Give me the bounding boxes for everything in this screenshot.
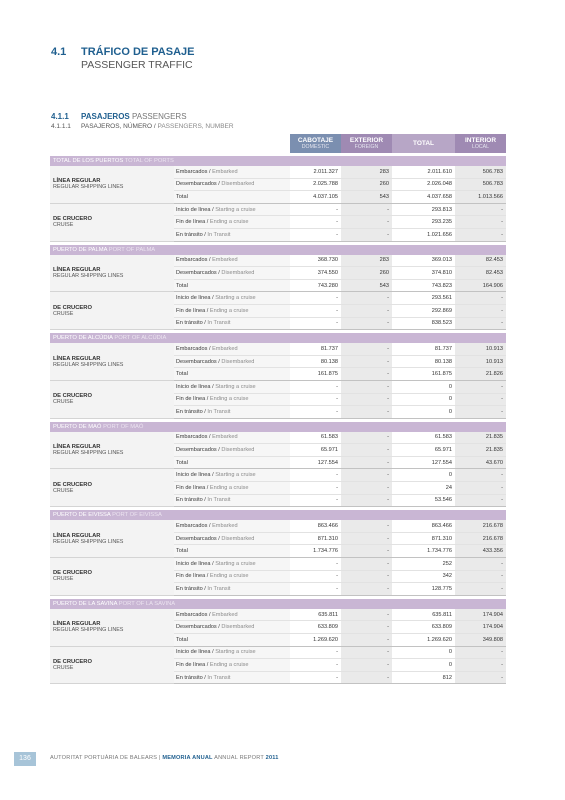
row-label: Desembarcados / Disembarked — [174, 267, 290, 280]
table-cell: 293.235 — [392, 216, 455, 229]
row-label: Desembarcados / Disembarked — [174, 355, 290, 368]
table-cell: 342 — [392, 570, 455, 583]
table-cell: - — [341, 368, 392, 381]
port-header-row — [50, 510, 506, 520]
table-cell: - — [290, 494, 341, 507]
table-cell: 24 — [392, 482, 455, 495]
table-cell: - — [341, 520, 392, 532]
table-cell: 1.021.656 — [392, 228, 455, 241]
row-label: Total — [174, 368, 290, 381]
table-cell: 349.808 — [455, 634, 506, 647]
table-cell: - — [341, 343, 392, 355]
row-label: En tránsito / In Transit — [174, 228, 290, 241]
table-cell: 635.811 — [290, 609, 341, 621]
table-cell: 543 — [341, 191, 392, 204]
category-regular: LÍNEA REGULAR REGULAR SHIPPING LINES — [50, 166, 174, 203]
footer-report-en: ANNUAL REPORT — [214, 755, 264, 761]
table-cell: 871.310 — [392, 532, 455, 545]
table-cell: 127.554 — [290, 456, 341, 469]
table-cell: 293.561 — [392, 292, 455, 305]
table-cell: - — [290, 646, 341, 659]
table-cell: 81.737 — [290, 343, 341, 355]
table-cell: 506.783 — [455, 178, 506, 191]
section-subtitle: PASSENGER TRAFFIC — [81, 59, 193, 71]
table-cell: 635.811 — [392, 609, 455, 621]
table-cell: 260 — [341, 267, 392, 280]
table-cell: - — [341, 646, 392, 659]
table-cell: - — [290, 317, 341, 330]
table-row — [50, 292, 506, 305]
subsection-title-en: PASSENGERS — [132, 112, 187, 121]
table-body — [50, 156, 506, 687]
table-cell: - — [290, 469, 341, 482]
table-cell: - — [341, 355, 392, 368]
row-label: En tránsito / In Transit — [174, 317, 290, 330]
table-row — [50, 520, 506, 532]
table-cell: - — [290, 482, 341, 495]
table-cell: 433.356 — [455, 545, 506, 558]
table-cell: 65.971 — [392, 444, 455, 457]
table-cell: 0 — [392, 380, 455, 393]
subsubsection-number: 4.1.1.1 — [51, 123, 71, 130]
table-cell: - — [341, 292, 392, 305]
table-cell: 1.734.776 — [392, 545, 455, 558]
table-cell: 161.875 — [392, 368, 455, 381]
table-cell: 2.026.048 — [392, 178, 455, 191]
table-cell: 838.523 — [392, 317, 455, 330]
table-cell: 633.809 — [290, 621, 341, 634]
table-cell: 0 — [392, 406, 455, 419]
table-cell: - — [341, 228, 392, 241]
port-title: PUERTO DE ALCÚDIA PORT OF ALCÚDIA — [50, 333, 506, 343]
table-cell: - — [341, 380, 392, 393]
table-cell: 1.734.776 — [290, 545, 341, 558]
footer-report-es: MEMORIA ANUAL — [162, 755, 213, 761]
row-label: Inicio de línea / Starting a cruise — [174, 380, 290, 393]
table-row — [50, 469, 506, 482]
port-header-row — [50, 333, 506, 343]
table-cell: 863.466 — [392, 520, 455, 532]
table-cell: - — [455, 317, 506, 330]
table-cell: - — [455, 558, 506, 571]
table-cell: 2.011.610 — [392, 166, 455, 178]
table-cell: - — [290, 558, 341, 571]
table-row — [50, 166, 506, 178]
category-cruise: DE CRUCERO CRUISE — [50, 558, 174, 596]
table-cell: - — [455, 203, 506, 216]
table-cell: 0 — [392, 659, 455, 672]
table-cell: 260 — [341, 178, 392, 191]
table-cell: 2.011.327 — [290, 166, 341, 178]
row-label: En tránsito / In Transit — [174, 583, 290, 596]
passenger-table — [50, 134, 506, 687]
category-cruise: DE CRUCERO CRUISE — [50, 646, 174, 684]
row-label: En tránsito / In Transit — [174, 494, 290, 507]
row-label: En tránsito / In Transit — [174, 406, 290, 419]
row-label: Fin de línea / Ending a cruise — [174, 570, 290, 583]
table-row — [50, 203, 506, 216]
row-label: Inicio de línea / Starting a cruise — [174, 558, 290, 571]
table-cell: 4.037.658 — [392, 191, 455, 204]
table-cell: 283 — [341, 255, 392, 267]
table-cell: - — [290, 570, 341, 583]
table-cell: 543 — [341, 279, 392, 292]
table-cell: - — [290, 393, 341, 406]
table-cell: 368.730 — [290, 255, 341, 267]
section-number: 4.1 — [51, 46, 67, 58]
table-cell: - — [455, 380, 506, 393]
table-cell: 506.783 — [455, 166, 506, 178]
table-cell: 174.904 — [455, 621, 506, 634]
table-cell: - — [455, 228, 506, 241]
table-cell: 0 — [392, 646, 455, 659]
table-cell: 252 — [392, 558, 455, 571]
col-header-local: INTERIOR LOCAL — [455, 134, 506, 153]
port-header-row — [50, 599, 506, 609]
table-cell: 812 — [392, 671, 455, 684]
table-row — [50, 558, 506, 571]
table-cell: - — [341, 216, 392, 229]
table-cell: - — [341, 494, 392, 507]
table-cell: - — [455, 216, 506, 229]
table-cell: - — [290, 583, 341, 596]
table-cell: - — [341, 570, 392, 583]
footer-text — [50, 755, 279, 761]
port-title: PUERTO DE LA SAVINA PORT OF LA SAVINA — [50, 599, 506, 609]
table-cell: 61.583 — [392, 432, 455, 444]
table-cell: - — [341, 659, 392, 672]
table-cell: - — [341, 634, 392, 647]
table-cell: - — [341, 532, 392, 545]
table-cell: 43.670 — [455, 456, 506, 469]
row-label: Total — [174, 545, 290, 558]
category-cruise: DE CRUCERO CRUISE — [50, 203, 174, 241]
category-cruise: DE CRUCERO CRUISE — [50, 469, 174, 507]
page-number: 136 — [14, 752, 36, 766]
table-cell: - — [455, 292, 506, 305]
table-cell: 21.835 — [455, 444, 506, 457]
table-cell: 293.813 — [392, 203, 455, 216]
row-label: Embarcados / Embarked — [174, 255, 290, 267]
table-row — [50, 646, 506, 659]
row-label: Total — [174, 191, 290, 204]
table-row — [50, 255, 506, 267]
table-row — [50, 380, 506, 393]
row-label: Embarcados / Embarked — [174, 432, 290, 444]
subsection-title: PASAJEROS — [81, 112, 130, 121]
table-cell: - — [290, 228, 341, 241]
row-label: Fin de línea / Ending a cruise — [174, 216, 290, 229]
table-cell: 0 — [392, 469, 455, 482]
table-cell: 0 — [392, 393, 455, 406]
row-label: Desembarcados / Disembarked — [174, 444, 290, 457]
table-cell: 863.466 — [290, 520, 341, 532]
row-label: Desembarcados / Disembarked — [174, 178, 290, 191]
table-cell: - — [290, 216, 341, 229]
category-regular: LÍNEA REGULAR REGULAR SHIPPING LINES — [50, 432, 174, 469]
table-cell: - — [341, 671, 392, 684]
table-cell: - — [455, 469, 506, 482]
table-cell: - — [290, 304, 341, 317]
table-cell: - — [455, 393, 506, 406]
table-cell: - — [290, 380, 341, 393]
table-cell: - — [341, 203, 392, 216]
table-cell: - — [455, 304, 506, 317]
page-footer — [0, 752, 565, 766]
subsubsection-title-en: PASSENGERS, NUMBER — [157, 123, 234, 130]
row-label: Inicio de línea / Starting a cruise — [174, 469, 290, 482]
table-cell: - — [455, 583, 506, 596]
row-label: Total — [174, 279, 290, 292]
port-title: PUERTO DE MAÓ PORT OF MAÓ — [50, 422, 506, 432]
table-cell: 10.913 — [455, 343, 506, 355]
table-cell: - — [455, 570, 506, 583]
table-cell: - — [341, 432, 392, 444]
table-cell: - — [341, 304, 392, 317]
table-cell: - — [290, 292, 341, 305]
category-regular: LÍNEA REGULAR REGULAR SHIPPING LINES — [50, 520, 174, 557]
table-cell: 283 — [341, 166, 392, 178]
table-cell: 1.269.620 — [290, 634, 341, 647]
table-cell: 743.280 — [290, 279, 341, 292]
table-cell: 21.835 — [455, 432, 506, 444]
table-cell: - — [455, 646, 506, 659]
table-cell: - — [290, 671, 341, 684]
row-label: Embarcados / Embarked — [174, 520, 290, 532]
row-label: Desembarcados / Disembarked — [174, 621, 290, 634]
table-cell: 10.913 — [455, 355, 506, 368]
table-cell: - — [341, 444, 392, 457]
port-header-row — [50, 156, 506, 166]
table-cell: 161.875 — [290, 368, 341, 381]
footer-org: AUTORITAT PORTUÀRIA DE BALEARS — [50, 755, 158, 761]
row-label: Fin de línea / Ending a cruise — [174, 659, 290, 672]
table-cell: 633.809 — [392, 621, 455, 634]
table-cell: 1.269.620 — [392, 634, 455, 647]
col-header-total: TOTAL — [392, 134, 455, 153]
port-title: PUERTO DE PALMA PORT OF PALMA — [50, 245, 506, 255]
table-cell: 81.737 — [392, 343, 455, 355]
table-cell: 174.904 — [455, 609, 506, 621]
section-title: TRÁFICO DE PASAJE — [81, 46, 195, 58]
subsubsection-heading — [51, 123, 234, 130]
table-cell: - — [455, 406, 506, 419]
table-cell: - — [341, 609, 392, 621]
table-cell: - — [341, 545, 392, 558]
table-cell: 374.550 — [290, 267, 341, 280]
row-label: Total — [174, 456, 290, 469]
table-cell: - — [290, 406, 341, 419]
table-cell: 128.775 — [392, 583, 455, 596]
table-row — [50, 343, 506, 355]
table-cell: 871.310 — [290, 532, 341, 545]
port-header-row — [50, 245, 506, 255]
table-cell: 80.138 — [290, 355, 341, 368]
subsection-heading — [51, 112, 187, 121]
category-regular: LÍNEA REGULAR REGULAR SHIPPING LINES — [50, 609, 174, 646]
table-cell: 216.678 — [455, 520, 506, 532]
category-cruise: DE CRUCERO CRUISE — [50, 292, 174, 330]
subsection-number: 4.1.1 — [51, 112, 69, 121]
subsubsection-title: PASAJEROS, NÚMERO / — [81, 123, 156, 130]
port-title: TOTAL DE LOS PUERTOS TOTAL OF PORTS — [50, 156, 506, 166]
table-cell: - — [341, 621, 392, 634]
table-cell: 2.025.788 — [290, 178, 341, 191]
row-label: Embarcados / Embarked — [174, 166, 290, 178]
table-cell: 80.138 — [392, 355, 455, 368]
table-cell: - — [455, 659, 506, 672]
row-label: Fin de línea / Ending a cruise — [174, 482, 290, 495]
table-cell: - — [455, 671, 506, 684]
category-regular: LÍNEA REGULAR REGULAR SHIPPING LINES — [50, 343, 174, 380]
table-cell: 21.826 — [455, 368, 506, 381]
table-cell: - — [290, 203, 341, 216]
row-label: Embarcados / Embarked — [174, 343, 290, 355]
table-cell: - — [455, 494, 506, 507]
row-label: Fin de línea / Ending a cruise — [174, 393, 290, 406]
table-cell: - — [341, 558, 392, 571]
footer-year: 2011 — [265, 755, 279, 761]
port-title: PUERTO DE EIVISSA PORT OF EIVISSA — [50, 510, 506, 520]
table-cell: - — [341, 456, 392, 469]
row-label: En tránsito / In Transit — [174, 671, 290, 684]
table-cell: 127.554 — [392, 456, 455, 469]
table-cell: - — [341, 583, 392, 596]
row-label: Desembarcados / Disembarked — [174, 532, 290, 545]
table-cell: 53.546 — [392, 494, 455, 507]
table-cell: - — [290, 659, 341, 672]
col-header-foreign: EXTERIOR FOREIGN — [341, 134, 392, 153]
table-cell: 164.906 — [455, 279, 506, 292]
table-cell: 292.869 — [392, 304, 455, 317]
row-label: Fin de línea / Ending a cruise — [174, 304, 290, 317]
row-label: Inicio de línea / Starting a cruise — [174, 203, 290, 216]
row-label: Inicio de línea / Starting a cruise — [174, 646, 290, 659]
row-label: Embarcados / Embarked — [174, 609, 290, 621]
table-cell: - — [341, 482, 392, 495]
table-cell: 216.678 — [455, 532, 506, 545]
table-cell: 4.037.105 — [290, 191, 341, 204]
table-cell: - — [341, 393, 392, 406]
table-cell: - — [341, 406, 392, 419]
category-cruise: DE CRUCERO CRUISE — [50, 380, 174, 418]
table-cell: 61.583 — [290, 432, 341, 444]
table-cell: - — [341, 317, 392, 330]
row-label: Inicio de línea / Starting a cruise — [174, 292, 290, 305]
table-cell: 743.823 — [392, 279, 455, 292]
table-cell: 369.013 — [392, 255, 455, 267]
footer-separator: | — [158, 755, 161, 761]
table-header-row — [50, 134, 506, 153]
table-cell: 374.810 — [392, 267, 455, 280]
table-cell: - — [455, 482, 506, 495]
table-cell: 82.453 — [455, 267, 506, 280]
table-cell: 65.971 — [290, 444, 341, 457]
col-header-domestic: CABOTAJE DOMESTIC — [290, 134, 341, 153]
table-row — [50, 609, 506, 621]
table-row — [50, 432, 506, 444]
category-regular: LÍNEA REGULAR REGULAR SHIPPING LINES — [50, 255, 174, 292]
table-cell: 82.453 — [455, 255, 506, 267]
table-cell: 1.013.566 — [455, 191, 506, 204]
port-header-row — [50, 422, 506, 432]
row-label: Total — [174, 634, 290, 647]
table-cell: - — [341, 469, 392, 482]
